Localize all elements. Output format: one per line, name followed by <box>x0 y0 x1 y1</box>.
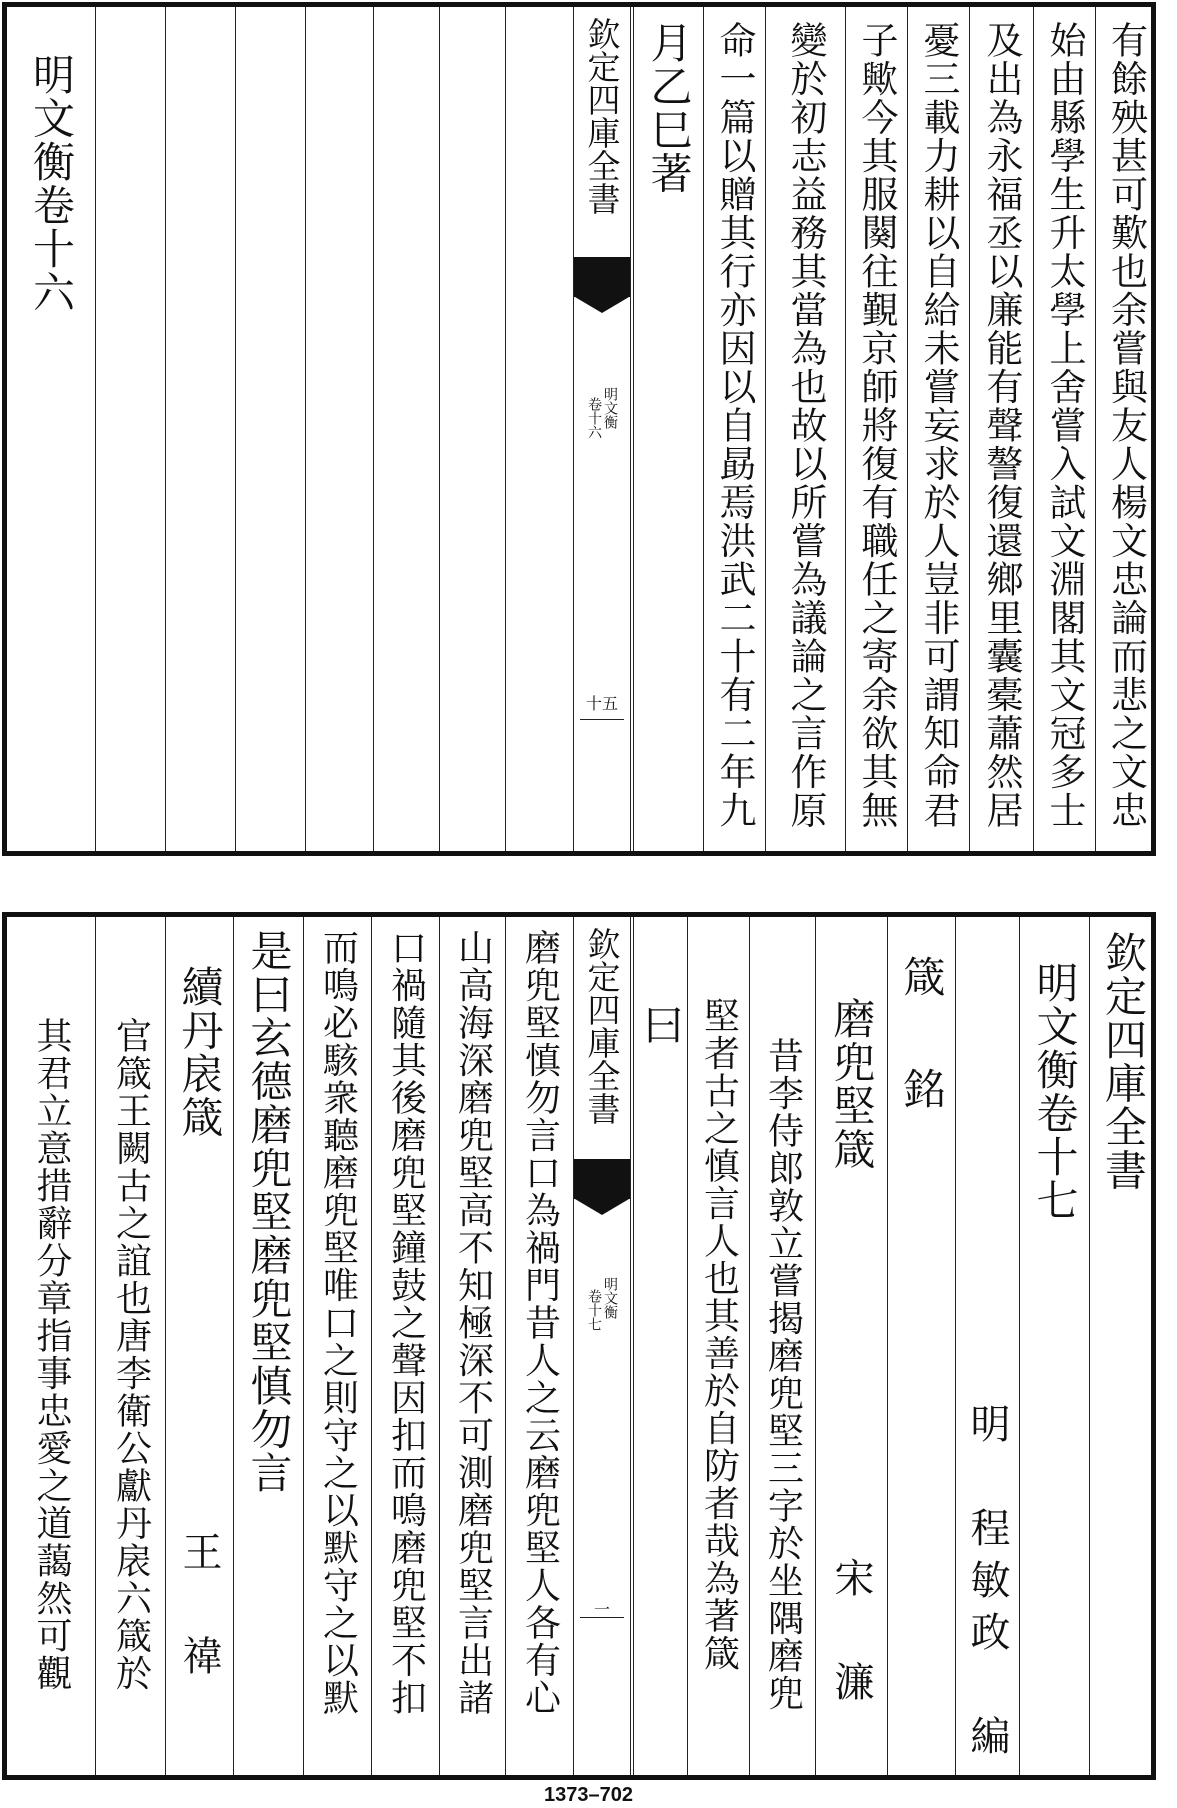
section-heading: 箴 銘 <box>897 955 947 1123</box>
fold-tick-line <box>580 1617 624 1618</box>
text-column <box>887 917 955 1775</box>
top-page-panel <box>2 2 1156 856</box>
text-column <box>95 917 165 1775</box>
volume-end-title: 明文衡卷十六 <box>27 53 76 314</box>
empty-column <box>235 7 305 851</box>
text-column <box>633 917 687 1775</box>
text-column <box>7 7 95 851</box>
page-number: 1373–702 <box>544 1784 633 1806</box>
author-name: 宋 濂 <box>828 1557 874 1713</box>
empty-column <box>95 7 165 851</box>
author-name: 王 禕 <box>176 1531 222 1687</box>
text-column <box>1095 7 1156 851</box>
compiler-line: 明 程敏政 編 <box>964 1403 1010 1767</box>
text-column <box>955 917 1019 1775</box>
column-text: 及出為永福丞以廉能有聲謷復還鄉里囊橐蕭然居 <box>980 21 1023 830</box>
empty-column <box>165 7 235 851</box>
column-text: 子歟今其服闋往覲京師將復有職任之寄余欲其無 <box>855 21 898 830</box>
text-column <box>505 917 573 1775</box>
book-title: 欽定四庫全書 <box>1099 931 1148 1192</box>
column-text: 變於初志益務其當為也故以所嘗為議論之言作原 <box>784 21 827 830</box>
text-column <box>1019 917 1089 1775</box>
empty-column <box>505 7 573 851</box>
fish-tail-mark <box>574 257 630 297</box>
text-column <box>439 917 505 1775</box>
column-text: 憂三載力耕以自給未嘗妄求於人豈非可謂知命君 <box>917 21 960 830</box>
fold-title: 欽定四庫全書 <box>582 17 622 215</box>
text-column <box>907 7 969 851</box>
empty-column <box>305 7 373 851</box>
column-text: 山高海深磨兜堅高不知極深不可測磨兜堅言出諸 <box>452 929 494 1717</box>
text-column <box>765 7 845 851</box>
fold-volume: 卷十六 <box>586 397 603 439</box>
column-text: 命一篇以贈其行亦因以自勗焉洪武二十有二年九 <box>713 21 756 830</box>
column-text: 而鳴必駭衆聽磨兜堅唯口之則守之以默守之以默 <box>317 929 359 1717</box>
piece-title: 續丹扆箴 <box>175 965 225 1139</box>
text-column <box>1089 917 1156 1775</box>
text-column <box>371 917 439 1775</box>
text-column <box>7 917 95 1775</box>
column-text: 磨兜堅慎勿言口為禍門昔人之云磨兜堅人各有心 <box>519 929 561 1717</box>
column-text: 昔李侍郎敦立嘗揭磨兜堅三字於坐隅磨兜 <box>762 1037 804 1712</box>
fold-book-title: 明文衡 <box>602 387 619 429</box>
piece-title: 磨兜堅箴 <box>827 997 877 1171</box>
text-column <box>703 7 765 851</box>
column-text: 曰 <box>636 1003 686 1047</box>
text-column <box>969 7 1033 851</box>
column-text: 月乙巳著 <box>644 21 694 195</box>
column-text: 是曰玄德磨兜堅磨兜堅慎勿言 <box>244 929 294 1495</box>
fold-book-title: 明文衡 <box>602 1277 619 1319</box>
text-column <box>1033 7 1095 851</box>
fold-page-number: 十五 <box>585 694 619 713</box>
fold-tick-line <box>580 719 624 720</box>
text-column <box>233 917 303 1775</box>
center-fold <box>573 7 631 851</box>
center-fold <box>573 917 631 1775</box>
fold-page-number: 一 <box>593 1600 611 1619</box>
bottom-page-panel <box>2 912 1156 1780</box>
text-column <box>749 917 815 1775</box>
volume-title: 明文衡卷十七 <box>1030 961 1080 1222</box>
empty-column <box>439 7 505 851</box>
column-text: 其君立意措辭分章指事忠愛之道藹然可觀 <box>31 1017 72 1692</box>
fold-title: 欽定四庫全書 <box>582 927 622 1125</box>
column-text: 口禍隨其後磨兜堅鐘鼓之聲因扣而鳴磨兜堅不扣 <box>385 929 427 1717</box>
text-column <box>303 917 371 1775</box>
text-column <box>845 7 907 851</box>
column-text: 有餘殃甚可歎也余嘗與友人楊文忠論而悲之文忠 <box>1104 21 1148 830</box>
column-text: 始由縣學生升太學上舍嘗入試文淵閣其文冠多士 <box>1043 21 1086 830</box>
text-column <box>687 917 749 1775</box>
fold-volume: 卷十七 <box>586 1289 603 1331</box>
fish-tail-mark <box>574 1159 630 1199</box>
text-column <box>633 7 703 851</box>
column-text: 官箴王闕古之誼也唐李衛公獻丹扆六箴於 <box>110 1017 152 1692</box>
text-column <box>815 917 887 1775</box>
empty-column <box>373 7 439 851</box>
text-column <box>165 917 233 1775</box>
column-text: 堅者古之慎言人也其善於自防者哉為著箴 <box>698 997 740 1672</box>
